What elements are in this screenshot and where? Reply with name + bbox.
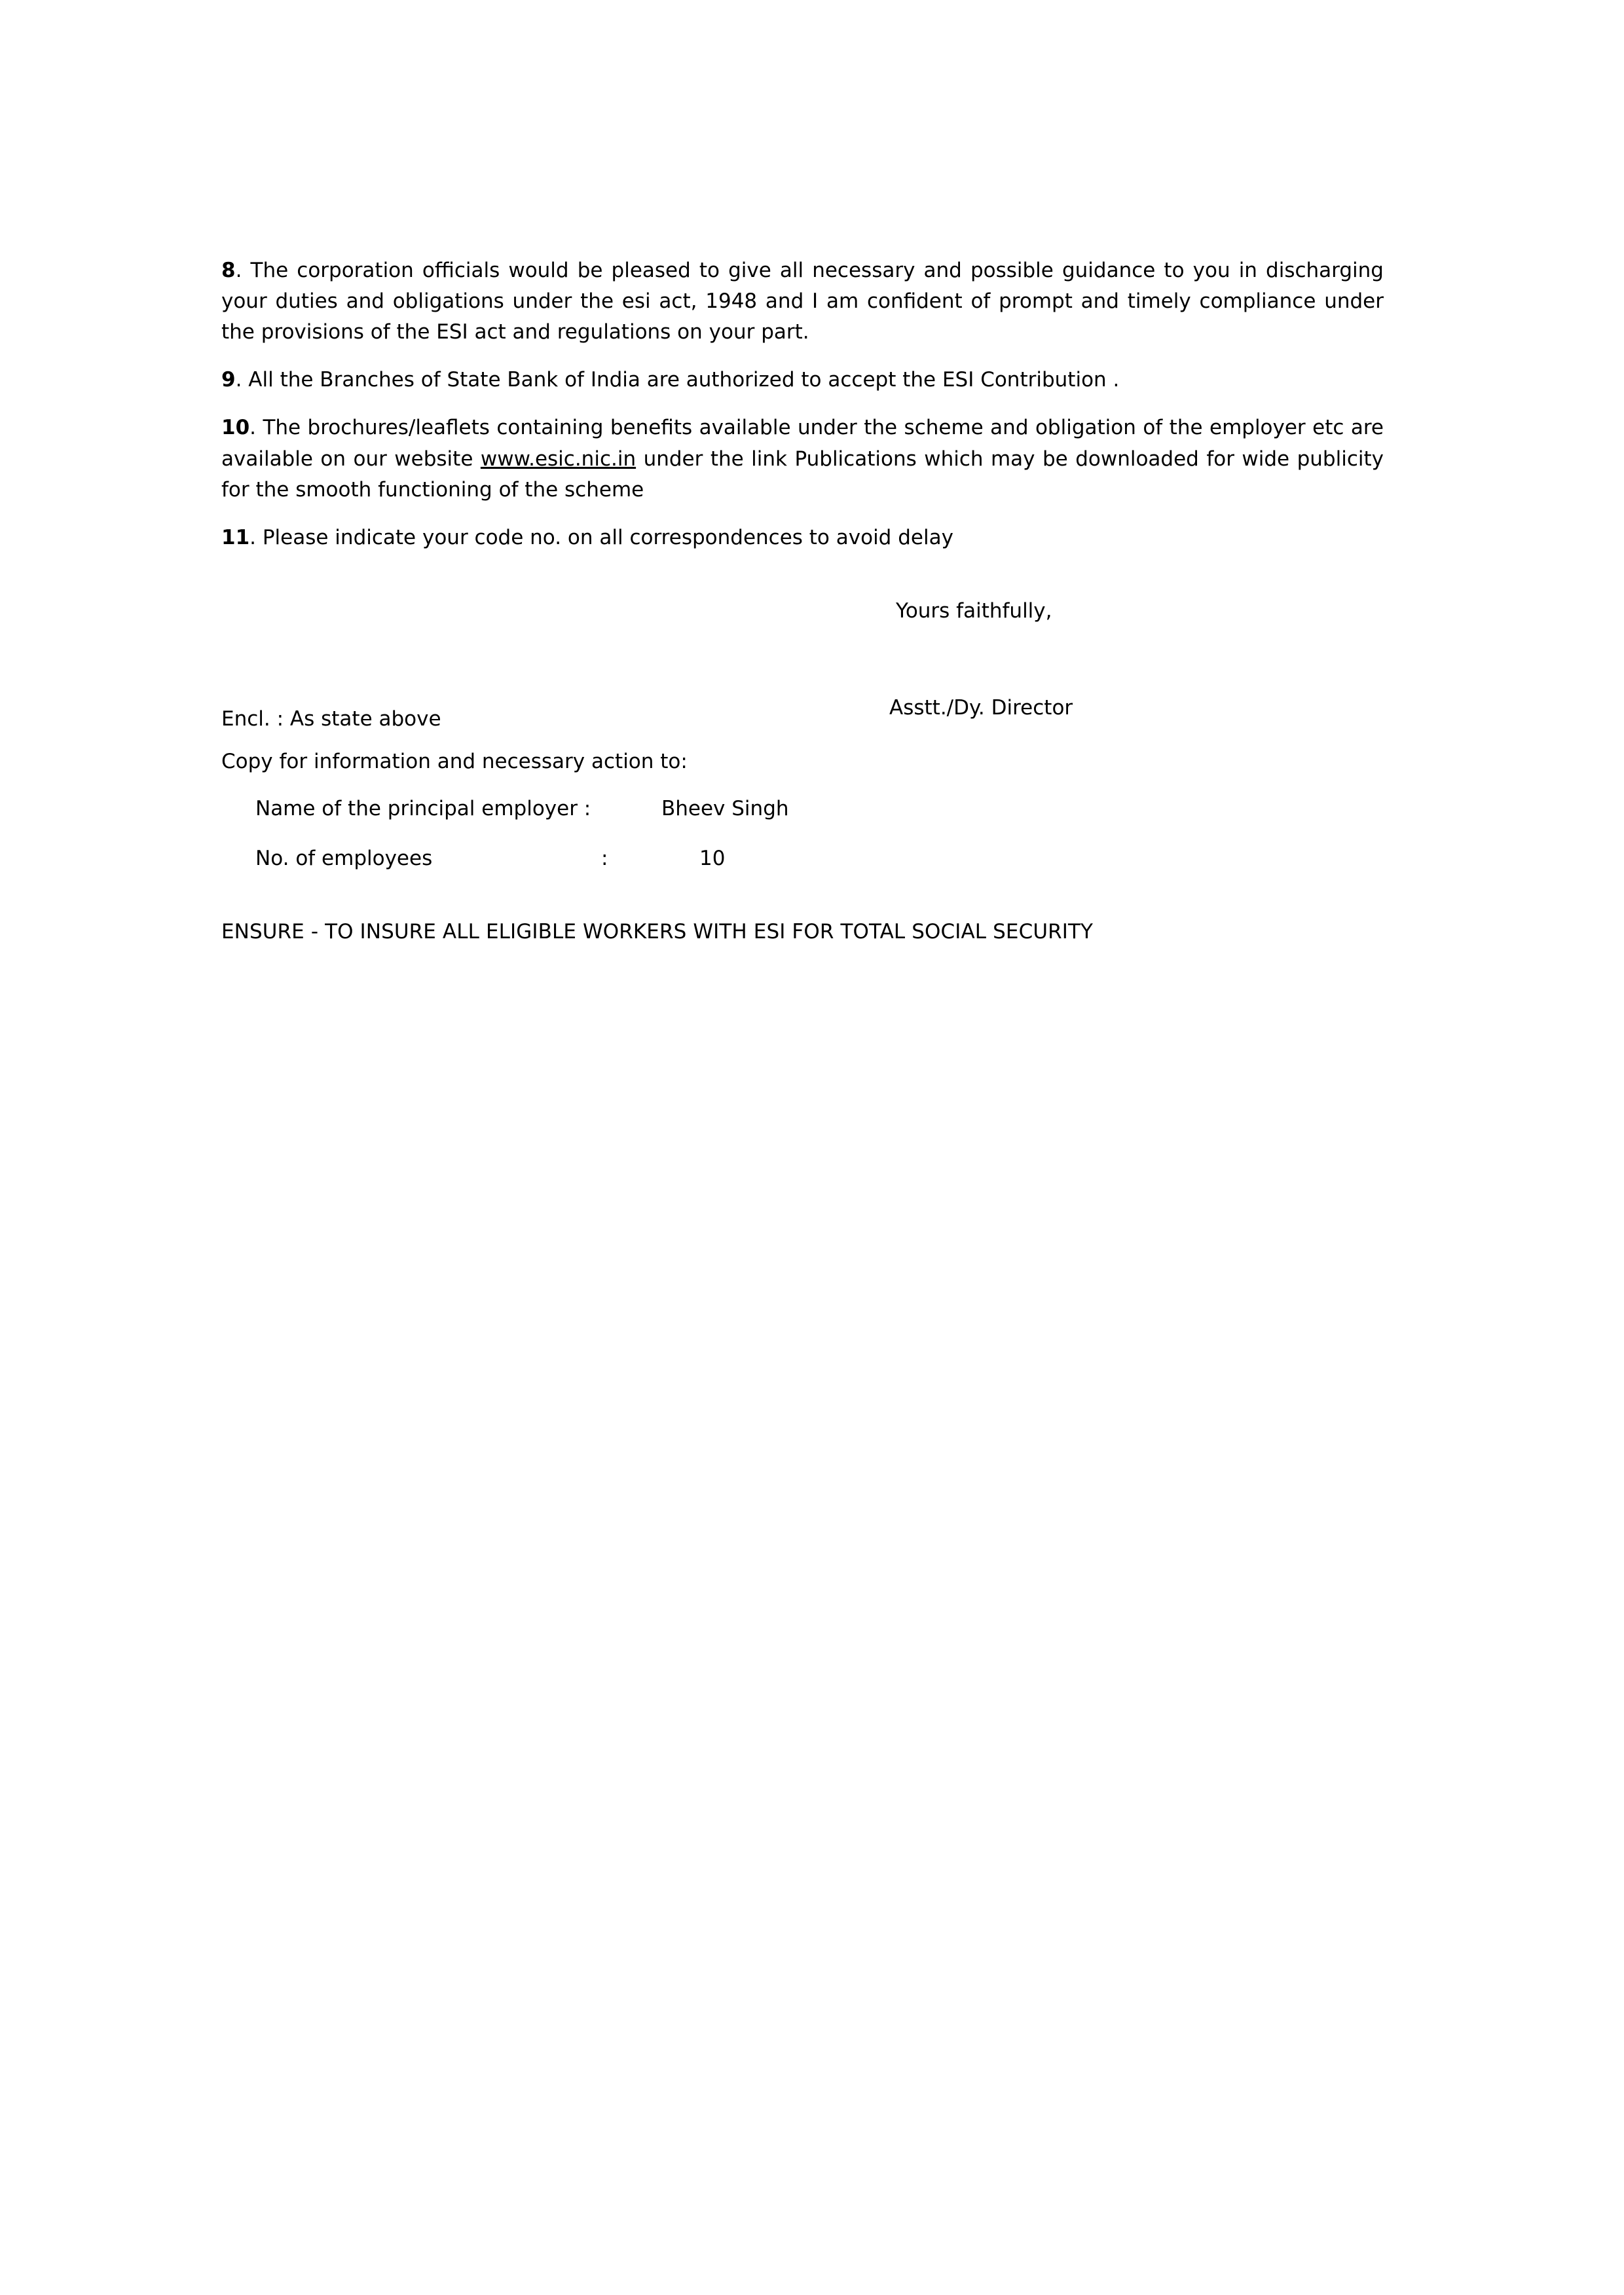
employee-count-colon: : (601, 846, 608, 870)
paragraph-8-text: The corporation officials would be pleased to give all necessary and possible guidance to you in discharging your duties and obligations under the esi act, 1948 and I am confident of prompt and timely compliance under the provisions of the ESI act and regulations on your part. (221, 259, 1384, 344)
copy-to-line: Copy for information and necessary action to: (221, 749, 688, 773)
paragraph-8-number: 8 (221, 259, 236, 282)
enclosure-note: Encl. : As state above (221, 707, 441, 731)
employee-count-value: 10 (699, 846, 726, 870)
paragraph-10-number-suffix: . (249, 416, 256, 440)
esic-website-link[interactable]: www.esic.nic.in (480, 447, 637, 471)
footer-note: ENSURE - TO INSURE ALL ELIGIBLE WORKERS WITH ESI FOR TOTAL SOCIAL SECURITY (221, 919, 1094, 944)
paragraph-8 (221, 255, 1384, 348)
signatory-designation: Asstt./Dy. Director (889, 695, 1073, 720)
paragraph-10-number: 10 (221, 416, 250, 440)
employee-count-label: No. of employees (255, 846, 433, 870)
paragraph-11-number-suffix: . (249, 525, 256, 549)
paragraph-11 (221, 523, 1384, 553)
paragraph-9-number-suffix: . (235, 368, 242, 392)
paragraph-9-number: 9 (221, 368, 236, 392)
yours-faithfully: Yours faithfully, (896, 598, 1052, 623)
paragraph-11-number: 11 (221, 525, 250, 549)
principal-employer-label: Name of the principal employer : (255, 796, 591, 820)
paragraph-10-text-part2: under the link Publications which may be downloaded for wide publicity for the smooth functioning of the scheme (221, 447, 1384, 502)
paragraph-9-text: All the Branches of State Bank of India are authorized to accept the ESI Contribution . (242, 368, 1120, 392)
paragraph-10 (221, 413, 1384, 505)
detail-row-principal-employer (221, 797, 1384, 823)
paragraph-9 (221, 365, 1384, 395)
document-body (221, 255, 1384, 944)
detail-row-employee-count (221, 847, 1384, 873)
paragraph-8-number-suffix: . (235, 259, 242, 282)
principal-employer-value: Bheev Singh (661, 796, 789, 820)
paragraph-11-text: Please indicate your code no. on all correspondences to avoid delay (256, 525, 953, 549)
paragraph-10-text-part1: The brochures/leaflets containing benefits available under the scheme and obligation of the employer etc are available on our website (221, 416, 1384, 471)
signature-block (221, 599, 1384, 737)
